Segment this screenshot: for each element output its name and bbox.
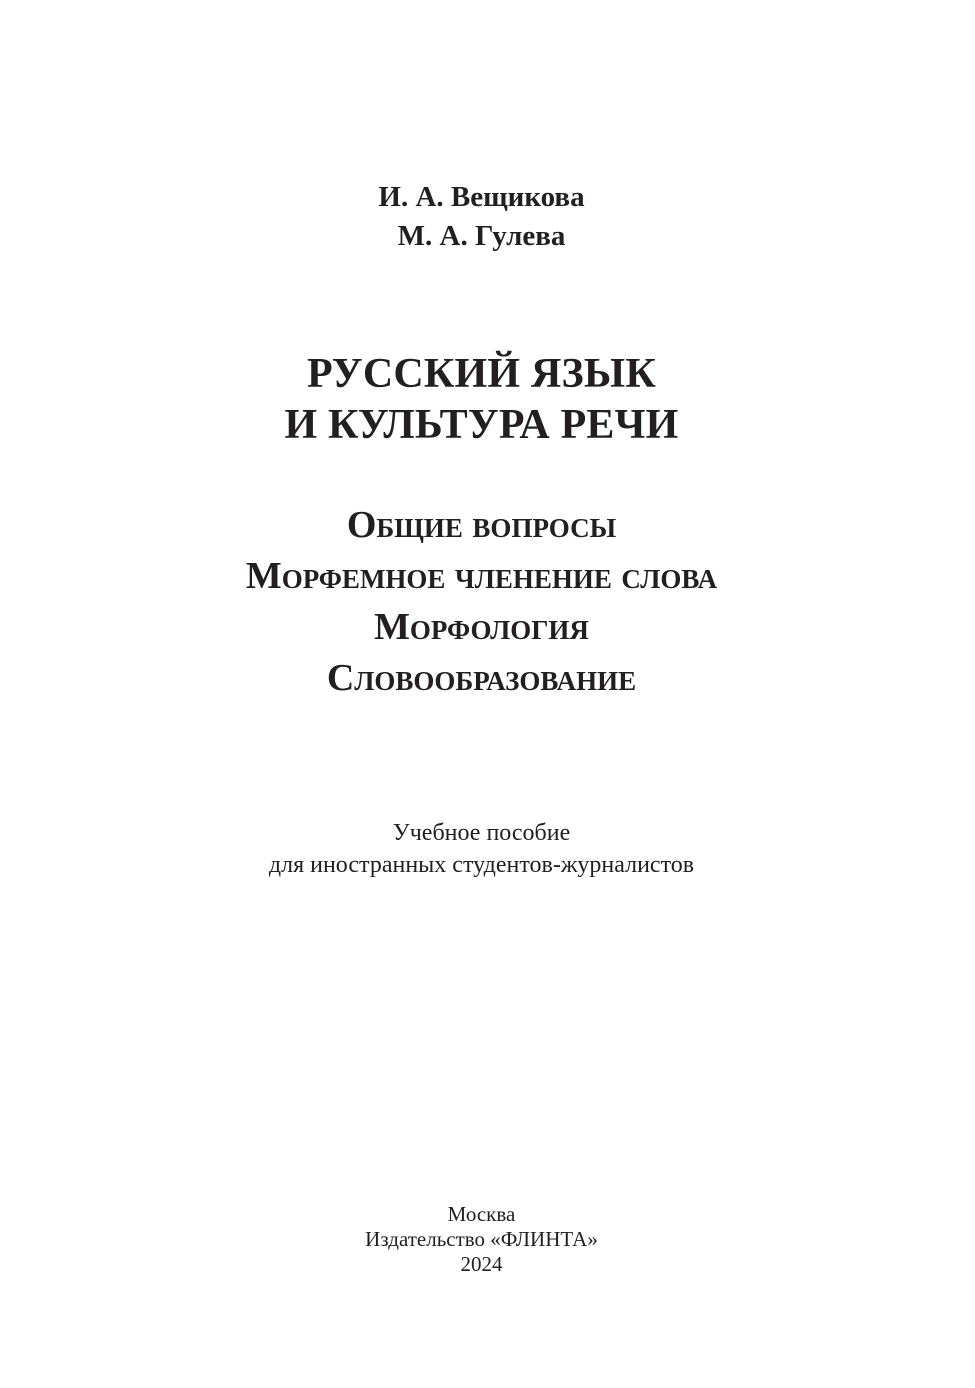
- author-1: И. А. Вещикова: [378, 181, 585, 213]
- imprint-year: 2024: [460, 1252, 503, 1276]
- description-line-1: Учебное пособие: [392, 820, 571, 846]
- description-line-2: для иностранных студентов-журналистов: [268, 852, 695, 878]
- subtitle-line-4: Словообразование: [326, 657, 637, 699]
- imprint-publisher: Издательство «ФЛИНТА»: [365, 1227, 598, 1251]
- subtitle-line-3: Морфология: [374, 606, 589, 648]
- subtitle-line-2: Морфемное членение слова: [245, 555, 718, 597]
- imprint-city: Москва: [447, 1202, 516, 1226]
- book-title-line-2: И КУЛЬТУРА РЕЧИ: [284, 402, 679, 448]
- subtitle-line-1: Общие вопросы: [346, 504, 617, 546]
- author-2: М. А. Гулева: [397, 220, 566, 252]
- book-title-line-1: РУССКИЙ ЯЗЫК: [307, 351, 656, 397]
